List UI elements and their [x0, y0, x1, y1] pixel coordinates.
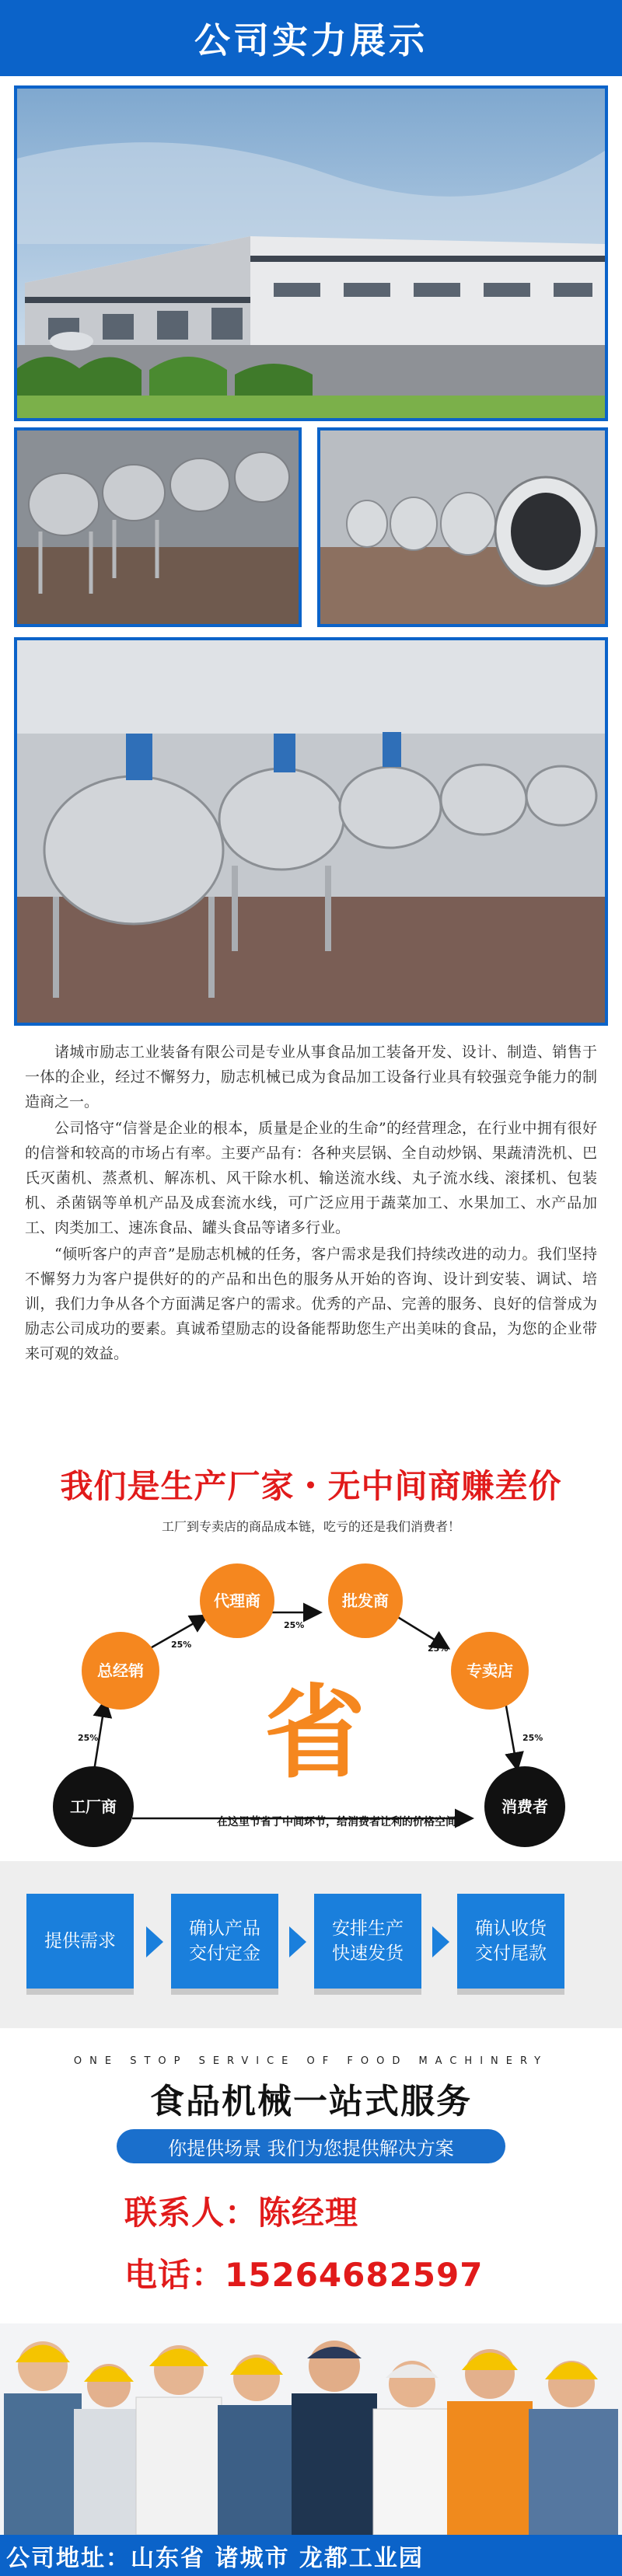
contact-phone[interactable]: 电话：15264682597 [124, 2256, 484, 2294]
factory-direct-subtitle: 工厂到专卖店的商品成本链，吃亏的还是我们消费者！ [161, 1519, 460, 1534]
step-line: 确认产品 [189, 1919, 260, 1939]
one-stop-title: 食品机械一站式服务 [150, 2082, 472, 2121]
step-line: 交付定金 [189, 1943, 260, 1964]
order-process-steps [0, 1861, 622, 2028]
banner-title: 公司实力展示 [194, 19, 428, 61]
svg-text:消费者: 消费者 [501, 1797, 548, 1816]
step-arrow-icon [289, 1926, 306, 1957]
factory-building-photo [14, 85, 608, 421]
node-manufacturer [53, 1766, 134, 1847]
factory-direct-title: 我们是生产厂家・无中间商赚差价 [60, 1467, 562, 1505]
save-center-char: 省 [264, 1674, 366, 1792]
svg-text:代理商: 代理商 [214, 1591, 260, 1610]
chain-arrow [505, 1702, 517, 1768]
step-arrow-icon [146, 1926, 163, 1957]
jacketed-kettle-photo-2 [317, 427, 608, 627]
svg-text:工厂商: 工厂商 [70, 1797, 117, 1816]
step-provide-needs [26, 1894, 134, 1989]
node-agent [200, 1563, 274, 1638]
workers-photo [0, 2323, 622, 2535]
workshop-kettles-photo [14, 637, 608, 1026]
jacketed-kettle-photo-1 [14, 427, 302, 627]
step-confirm-product [171, 1894, 278, 1989]
markup-label: 25% [171, 1640, 192, 1650]
intro-paragraph: 诸城市励志工业装备有限公司是专业从事食品加工装备开发、设计、制造、销售于一体的企业，经过不懈努力，励志机械已成为食品加工设备行业具有较强竞争能力的制造商之一。 [25, 1044, 597, 1110]
svg-text:批发商: 批发商 [342, 1591, 389, 1610]
savings-note: 在这里节省了中间环节，给消费者让利的价格空间。 [217, 1816, 467, 1828]
node-general-agent [82, 1632, 159, 1710]
step-line: 确认收货 [475, 1919, 547, 1939]
section-banner [0, 0, 622, 76]
node-store [451, 1632, 529, 1710]
step-line: 交付尾款 [475, 1943, 547, 1964]
node-wholesaler [328, 1563, 403, 1638]
markup-label: 25% [284, 1620, 305, 1630]
company-address: 公司地址：山东省 诸城市 龙都工业园 [0, 2535, 622, 2576]
step-arrange-production [314, 1894, 421, 1989]
supply-chain-diagram [47, 1542, 583, 1853]
contact-person: 联系人：陈经理 [124, 2194, 359, 2232]
company-introduction [25, 1040, 597, 1368]
markup-label: 25% [78, 1733, 99, 1743]
markup-label: 25% [428, 1644, 449, 1654]
step-confirm-receipt [457, 1894, 564, 1989]
one-stop-english: ONE STOP SERVICE OF FOOD MACHINERY [73, 2055, 549, 2067]
step-line: 快速发货 [332, 1943, 404, 1964]
step-line: 提供需求 [44, 1931, 116, 1951]
markup-label: 25% [522, 1733, 543, 1743]
node-consumer [484, 1766, 565, 1847]
step-arrow-icon [432, 1926, 449, 1957]
svg-text:专卖店: 专卖店 [466, 1661, 513, 1680]
intro-paragraph: “倾听客户的声音”是励志机械的任务，客户需求是我们持续改进的动力。我们坚持不懈努力为客户提供好的的产品和出色的服务从开始的咨询、设计到安装、调试、培训，我们力争从各个方面满足客户的需求。优秀的产品、完善的服务、良好的信誉成为励志公司成功的要素。真诚希望励志的设备能帮助您生产出美味的食品，为您的企业带来可观的效益。 [25, 1246, 597, 1362]
step-line: 安排生产 [332, 1919, 404, 1939]
chain-arrow [397, 1616, 447, 1647]
intro-paragraph: 公司恪守“信誉是企业的根本，质量是企业的生命”的经营理念，在行业中拥有很好的信誉和较高的市场占有率。主要产品有：各种夹层锅、全自动炒锅、果蔬清洗机、巴氏灭菌机、蒸煮机、解冻机、风干除水机、输送流水线、丸子流水线、滚揉机、包装机、杀菌锅等单机产品及成套流水线，可广泛应用于蔬菜加工、水果加工、水产品加工、肉类加工、速冻食品、罐头食品等诸多行业。 [25, 1120, 597, 1236]
slogan-pill: 你提供场景 我们为您提供解决方案 [117, 2129, 505, 2163]
svg-text:总经销: 总经销 [97, 1661, 144, 1680]
